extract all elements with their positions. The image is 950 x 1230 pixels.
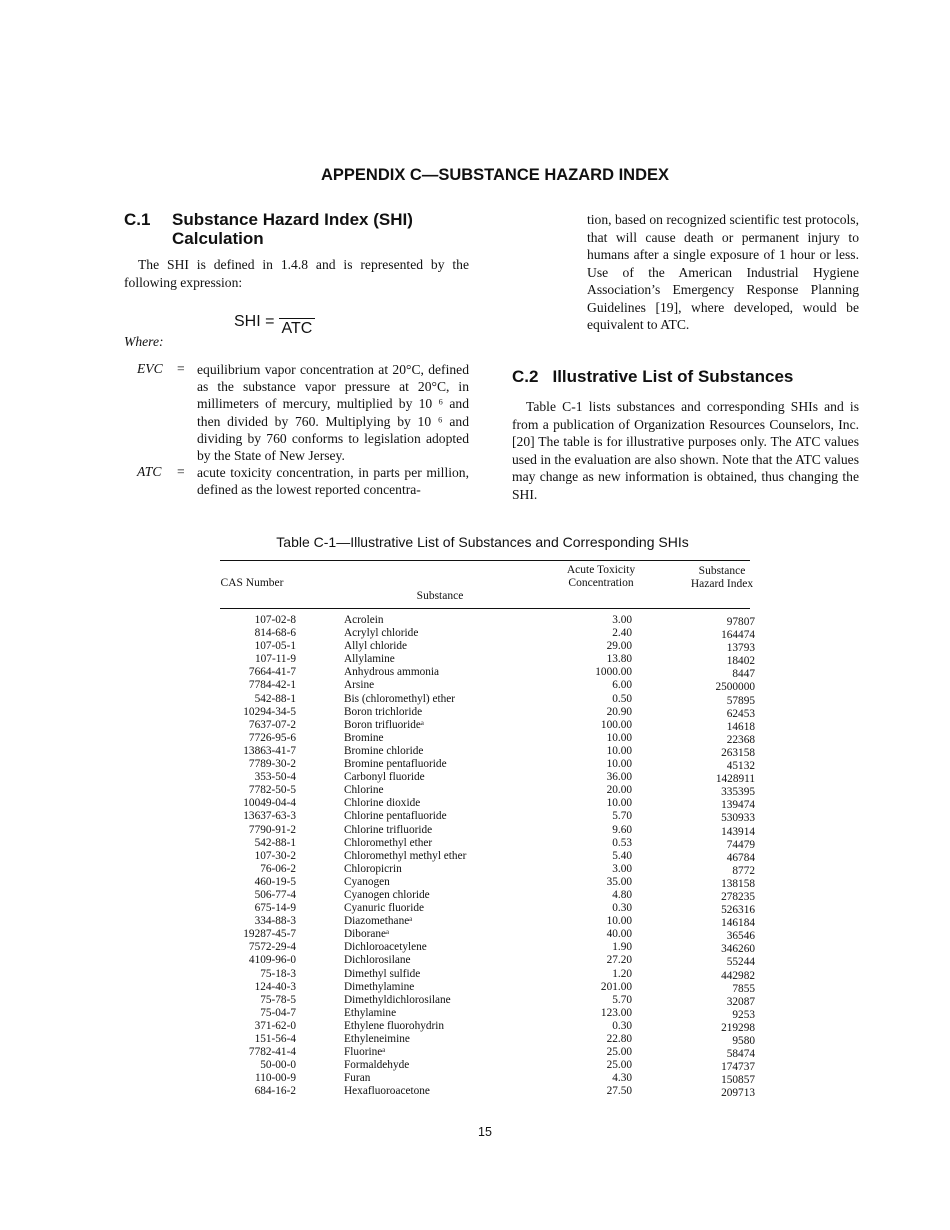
cell-atc: 0.30 — [612, 1019, 632, 1032]
table-row — [218, 784, 758, 797]
cell-cas: 124-40-3 — [254, 980, 296, 993]
cell-shi: 14618 — [726, 720, 755, 733]
cell-substance: Bis (chloromethyl) ether — [344, 692, 456, 705]
cell-atc: 20.00 — [606, 784, 632, 797]
cell-cas: 7664-41-7 — [248, 666, 296, 679]
cell-cas: 542-88-1 — [254, 692, 296, 705]
def-eq-evc: = — [177, 361, 185, 376]
definitions — [137, 361, 472, 501]
cell-substance: Dichlorosilane — [344, 954, 411, 967]
cell-atc: 3.00 — [612, 862, 632, 875]
section-c1-number: C.1 — [124, 210, 151, 229]
cell-atc: 10.00 — [606, 731, 632, 744]
atc-definition-continued: tion, based on recognized scientific test protocols, that will cause death or permanent injury to humans after a single exposure of 1 hour or less. Use of the American Industrial Hygiene Association’s Emergency Response Planning Guidelines [19], where developed, would be equivalent to ATC. — [587, 212, 859, 332]
table-body — [218, 614, 758, 1098]
section-c1-title: Substance Hazard Index (SHI) Calculation — [172, 210, 413, 248]
cell-shi: 62453 — [726, 707, 755, 720]
cell-atc: 5.70 — [612, 810, 632, 823]
cell-atc: 40.00 — [606, 928, 632, 941]
cell-shi: 138158 — [721, 877, 755, 890]
cell-substance: Ethyleneimine — [344, 1033, 410, 1045]
cell-shi: 263158 — [721, 746, 755, 759]
header-atc: Acute Toxicity Concentration — [566, 564, 636, 589]
table-row — [218, 1072, 758, 1085]
table-row — [218, 1046, 758, 1059]
cell-atc: 29.00 — [606, 640, 632, 653]
appendix-title: APPENDIX C—SUBSTANCE HAZARD INDEX — [320, 166, 670, 184]
cell-shi: 8772 — [732, 864, 755, 877]
cell-atc: 27.50 — [606, 1085, 632, 1098]
def-term-atc: ATC — [137, 464, 162, 479]
table-row — [218, 1007, 758, 1020]
cell-atc: 100.00 — [600, 718, 632, 731]
cell-cas: 7726-95-6 — [248, 731, 296, 744]
cell-substance: Dichloroacetylene — [344, 941, 427, 954]
table-top-rule — [220, 560, 750, 561]
cell-substance: Carbonyl fluoride — [344, 771, 425, 784]
cell-shi: 219298 — [721, 1021, 755, 1034]
cell-shi: 2500000 — [715, 681, 755, 694]
cell-atc: 27.20 — [606, 954, 632, 967]
cell-substance: Ethylene fluorohydrin — [344, 1019, 445, 1032]
cell-atc: 25.00 — [606, 1046, 632, 1059]
table-row — [218, 902, 758, 915]
cell-cas: 10049-04-4 — [243, 797, 296, 810]
cell-substance: Chlorine — [344, 784, 384, 797]
cell-substance: Allyl chloride — [344, 640, 408, 653]
table-row — [218, 732, 758, 745]
cell-shi: 9580 — [732, 1035, 755, 1047]
table-row — [218, 837, 758, 850]
section-c2-heading — [512, 367, 872, 387]
cell-atc: 10.00 — [606, 758, 632, 771]
cell-substance: Furan — [344, 1072, 371, 1085]
table-row — [218, 706, 758, 719]
cell-shi: 526316 — [721, 904, 755, 917]
cell-substance: Cyanogen chloride — [344, 888, 430, 901]
table-row — [218, 863, 758, 876]
cell-substance: Chlorine pentafluoride — [344, 810, 447, 823]
cell-cas: 7790-91-2 — [248, 823, 296, 836]
table-row — [218, 1033, 758, 1046]
table-row — [218, 1059, 758, 1072]
cell-atc: 10.00 — [606, 744, 632, 757]
shi-formula — [234, 306, 315, 338]
cell-shi: 530933 — [721, 812, 755, 825]
cell-atc: 6.00 — [612, 679, 632, 692]
cell-atc: 10.00 — [606, 797, 632, 810]
cell-shi: 139474 — [721, 799, 755, 812]
cell-cas: 13637-63-3 — [243, 810, 296, 823]
cell-shi: 143914 — [721, 825, 755, 838]
cell-atc: 2.40 — [612, 627, 632, 640]
def-term-evc: EVC — [137, 361, 163, 376]
table-row — [218, 850, 758, 863]
cell-cas: 7637-07-2 — [248, 718, 296, 731]
cell-cas: 76-06-2 — [260, 862, 296, 875]
cell-atc: 5.70 — [612, 993, 632, 1006]
cell-cas: 10294-34-5 — [243, 705, 296, 718]
cell-substance: Dimethyl sulfide — [344, 967, 421, 980]
cell-atc: 36.00 — [606, 771, 632, 784]
cell-atc: 3.00 — [612, 614, 632, 626]
header-cas: CAS Number — [220, 577, 284, 589]
cell-atc: 1.20 — [612, 967, 632, 980]
table-row — [218, 810, 758, 823]
cell-substance: Bromine — [344, 731, 384, 744]
cell-shi: 13793 — [726, 642, 755, 655]
table-row — [218, 941, 758, 954]
cell-cas: 814-68-6 — [254, 627, 296, 640]
cell-substance: Arsine — [344, 679, 375, 692]
cell-cas: 107-11-9 — [255, 653, 296, 666]
cell-atc: 35.00 — [606, 875, 632, 888]
cell-cas: 107-30-2 — [254, 849, 296, 862]
cell-atc: 9.60 — [612, 823, 632, 836]
cell-cas: 542-88-1 — [254, 836, 296, 849]
cell-substance: Chloromethyl ether — [344, 836, 433, 849]
cell-shi: 1428911 — [715, 773, 755, 786]
cell-cas: 151-56-4 — [254, 1033, 296, 1045]
cell-shi: 278235 — [721, 890, 755, 903]
cell-cas: 7782-41-4 — [248, 1046, 296, 1059]
cell-substance: Fluorineᵃ — [344, 1046, 386, 1059]
cell-atc: 25.00 — [606, 1059, 632, 1072]
cell-atc: 20.90 — [606, 705, 632, 718]
def-text-atc: acute toxicity concentration, in parts per million, defined as the lowest reported concentra- — [197, 465, 469, 498]
cell-substance: Acrylyl chloride — [344, 627, 419, 640]
cell-shi: 335395 — [721, 786, 755, 799]
cell-cas: 75-04-7 — [260, 1006, 296, 1019]
table-row — [218, 954, 758, 967]
formula-fraction — [279, 306, 315, 338]
table-row — [218, 745, 758, 758]
cell-atc: 0.50 — [612, 692, 632, 705]
cell-atc: 1000.00 — [595, 666, 632, 679]
cell-cas: 684-16-2 — [254, 1085, 296, 1098]
cell-shi: 32087 — [726, 995, 755, 1008]
cell-shi: 209713 — [721, 1087, 755, 1100]
cell-substance: Boron trichloride — [344, 705, 423, 718]
header-shi: Substance Hazard Index — [690, 565, 754, 590]
cell-cas: 19287-45-7 — [243, 928, 296, 941]
cell-substance: Ethylamine — [344, 1006, 397, 1019]
table-row — [218, 771, 758, 784]
def-text-evc: equilibrium vapor concentration at 20°C, defined as the substance vapor pressure at 20°C, in millimeters of mercury, multiplied by 10 ⁶ and then divided by 760. Multiplying by 10 ⁶ and dividing by 760 conforms to legislation adopted by the State of New Jersey. — [197, 362, 469, 464]
cell-atc: 201.00 — [600, 980, 632, 993]
cell-atc: 123.00 — [600, 1006, 632, 1019]
cell-substance: Allylamine — [344, 653, 395, 666]
table-row — [218, 994, 758, 1007]
table-header-rule — [220, 608, 750, 609]
cell-shi: 45132 — [726, 760, 755, 773]
cell-cas: 107-02-8 — [254, 614, 296, 626]
formula-denominator: ATC — [279, 318, 315, 338]
cell-shi: 346260 — [721, 943, 755, 956]
cell-cas: 13863-41-7 — [243, 744, 296, 757]
section-c2-text: Table C-1 lists substances and corresponding SHIs and is from a publication of Organization Resources Counselors, Inc. [20] The table is for illustrative purposes only. The ATC values used in the evaluation are also shown. Note that the ATC values may change as new information is obtained, thus changing the SHI. — [512, 399, 859, 502]
cell-shi: 57895 — [726, 694, 755, 707]
table-row — [218, 679, 758, 692]
cell-cas: 50-00-0 — [260, 1059, 296, 1072]
table-row — [218, 915, 758, 928]
table-row — [218, 797, 758, 810]
table-row — [218, 876, 758, 889]
formula-numerator — [279, 306, 315, 318]
cell-substance: Hexafluoroacetone — [344, 1085, 430, 1098]
table-row — [218, 627, 758, 640]
cell-shi: 36546 — [726, 930, 755, 943]
cell-substance: Chloromethyl methyl ether — [344, 849, 467, 862]
cell-substance: Chlorine dioxide — [344, 797, 421, 810]
table-row — [218, 1085, 758, 1098]
cell-shi: 46784 — [726, 851, 755, 864]
table-row — [218, 719, 758, 732]
cell-atc: 22.80 — [606, 1033, 632, 1045]
cell-shi: 174737 — [721, 1061, 755, 1074]
cell-shi: 7855 — [732, 982, 755, 995]
cell-shi: 55244 — [726, 956, 755, 969]
table-row — [218, 981, 758, 994]
cell-substance: Formaldehyde — [344, 1059, 410, 1072]
cell-cas: 107-05-1 — [254, 640, 296, 653]
cell-shi: 9253 — [732, 1008, 755, 1021]
cell-substance: Bromine chloride — [344, 744, 424, 757]
cell-substance: Diboraneᵃ — [344, 928, 390, 941]
section-c1-intro: The SHI is defined in 1.4.8 and is represented by the following expression: — [124, 257, 469, 290]
cell-atc: 1.90 — [612, 941, 632, 954]
cell-shi: 164474 — [721, 629, 755, 642]
cell-substance: Dimethyldichlorosilane — [344, 993, 451, 1006]
cell-cas: 506-77-4 — [254, 888, 296, 901]
cell-cas: 7784-42-1 — [248, 679, 296, 692]
cell-cas: 110-00-9 — [255, 1072, 296, 1085]
cell-shi: 97807 — [726, 616, 755, 628]
cell-cas: 371-62-0 — [254, 1019, 296, 1032]
cell-atc: 0.53 — [612, 836, 632, 849]
cell-atc: 5.40 — [612, 849, 632, 862]
table-row — [218, 653, 758, 666]
cell-cas: 7789-30-2 — [248, 758, 296, 771]
cell-atc: 4.80 — [612, 888, 632, 901]
cell-atc: 10.00 — [606, 915, 632, 928]
table-caption: Table C-1—Illustrative List of Substances and Corresponding SHIs — [276, 534, 689, 550]
cell-substance: Dimethylamine — [344, 980, 415, 993]
cell-shi: 22368 — [726, 733, 755, 746]
cell-substance: Cyanogen — [344, 875, 390, 888]
cell-cas: 4109-96-0 — [248, 954, 296, 967]
cell-shi: 74479 — [726, 838, 755, 851]
cell-shi: 58474 — [726, 1048, 755, 1061]
cell-shi: 442982 — [721, 969, 755, 982]
table-row — [218, 640, 758, 653]
section-c2-number: C.2 — [512, 367, 539, 386]
cell-cas: 75-78-5 — [260, 993, 296, 1006]
cell-atc: 4.30 — [612, 1072, 632, 1085]
header-substance: Substance — [416, 590, 464, 602]
cell-shi: 8447 — [732, 668, 755, 681]
cell-substance: Acrolein — [344, 614, 384, 626]
cell-shi: 146184 — [721, 917, 755, 930]
table-row — [218, 889, 758, 902]
table-row — [218, 666, 758, 679]
cell-shi: 18402 — [726, 655, 755, 668]
cell-cas: 7782-50-5 — [248, 784, 296, 797]
cell-substance: Diazomethaneᵃ — [344, 915, 413, 928]
section-c2-title: Illustrative List of Substances — [552, 367, 794, 386]
cell-substance: Bromine pentafluoride — [344, 758, 447, 771]
cell-cas: 75-18-3 — [260, 967, 296, 980]
cell-atc: 0.30 — [612, 902, 632, 915]
cell-atc: 13.80 — [606, 653, 632, 666]
cell-substance: Anhydrous ammonia — [344, 666, 440, 679]
cell-cas: 334-88-3 — [254, 915, 296, 928]
table-row — [218, 824, 758, 837]
page-number: 15 — [478, 1125, 492, 1139]
table-row — [218, 928, 758, 941]
cell-shi: 150857 — [721, 1074, 755, 1087]
def-eq-atc: = — [177, 464, 185, 479]
cell-substance: Boron trifluorideᵃ — [344, 718, 424, 731]
where-label: Where: — [124, 334, 164, 349]
table-row — [218, 758, 758, 771]
cell-substance: Chlorine trifluoride — [344, 823, 433, 836]
table-row — [218, 614, 758, 627]
cell-cas: 7572-29-4 — [248, 941, 296, 954]
table-row — [218, 693, 758, 706]
cell-substance: Chloropicrin — [344, 862, 402, 875]
formula-lhs: SHI = — [234, 313, 275, 331]
table-row — [218, 968, 758, 981]
cell-cas: 675-14-9 — [254, 902, 296, 915]
table-row — [218, 1020, 758, 1033]
cell-cas: 353-50-4 — [254, 771, 296, 784]
cell-substance: Cyanuric fluoride — [344, 902, 424, 915]
cell-cas: 460-19-5 — [254, 875, 296, 888]
